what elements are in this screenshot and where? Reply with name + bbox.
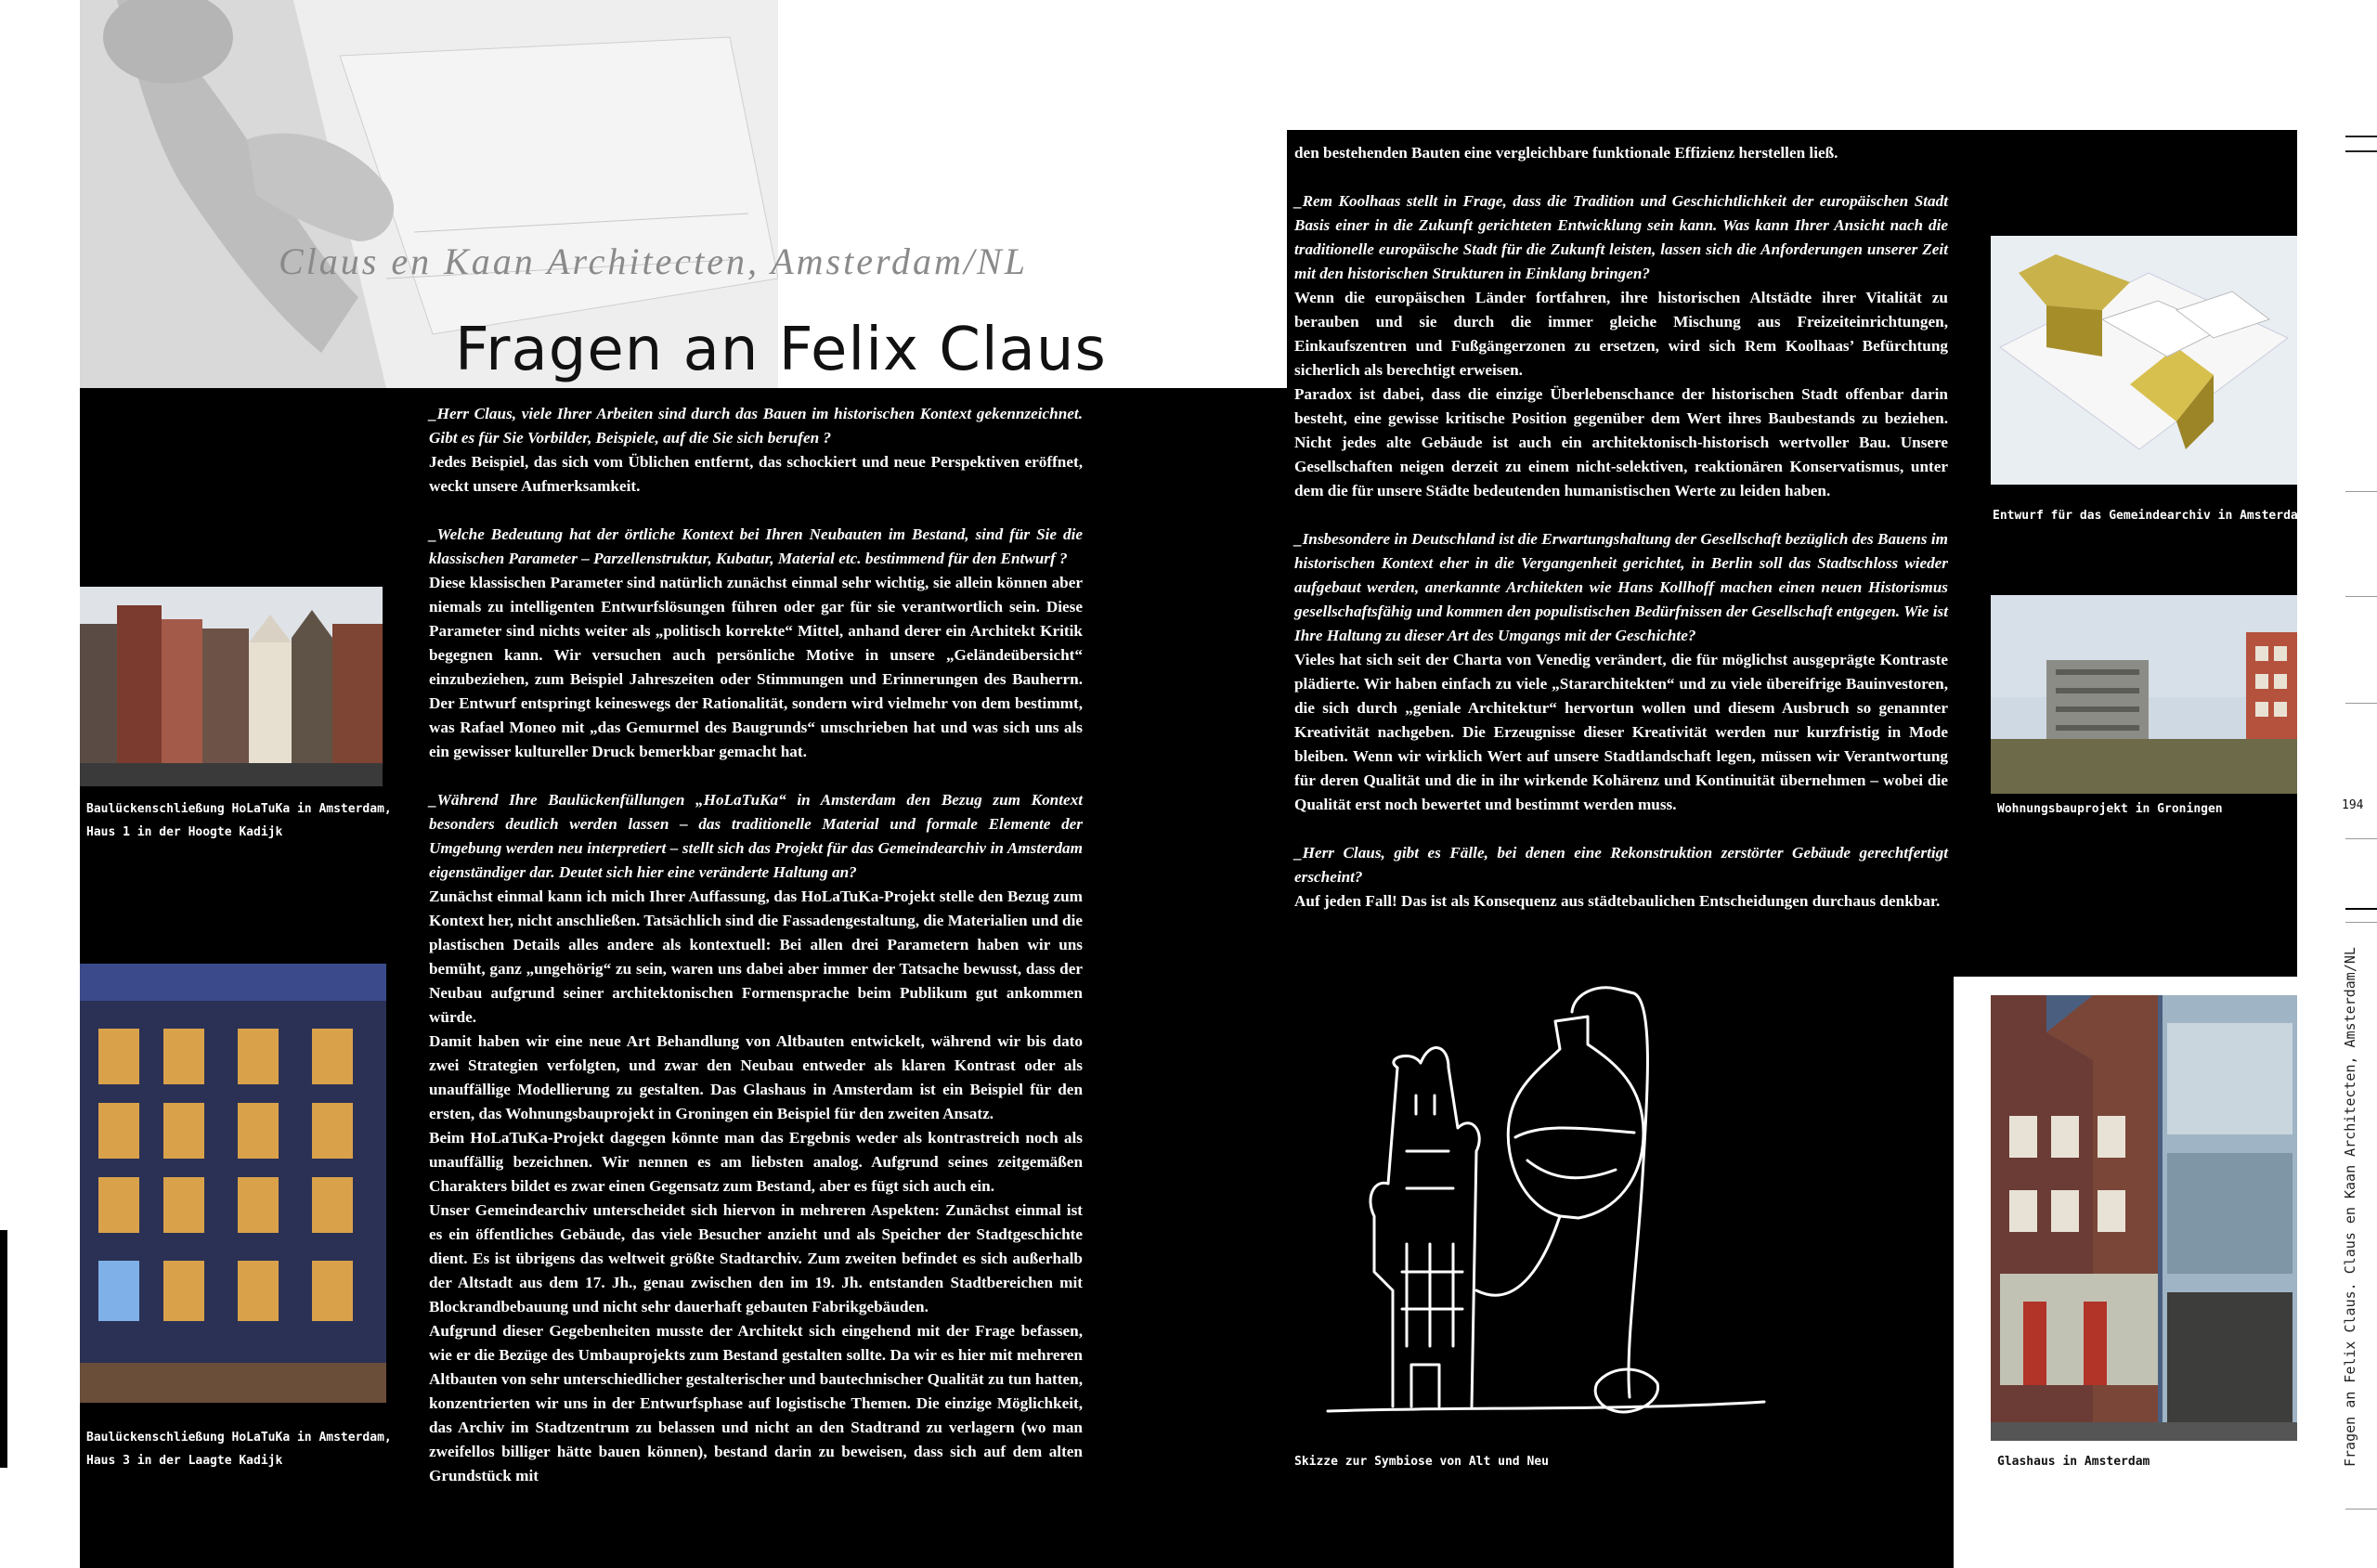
answer: Beim HoLaTuKa-Projekt dagegen könnte man das Ergebnis weder als kontrastreich noch als unauffällig bezeichnen. Wir nennen es am liebsten analog. Aufgrund seines zeitgemäßen Charakters bildet es zwar einen Gegensatz zum Bestand, aber es fügt sich auch ein. <box>429 1129 1083 1195</box>
answer: Aufgrund dieser Gegebenheiten musste der Architekt sich eingehend mit der Frage befassen, wie er die Bezüge des Umbauprojekts zum Bestand gestalten sollte. Da wir es hier mit mehreren Altbauten von sehr unterschiedlicher gestalterischer und bautechnischer Qualität zu tun hatten, konzentrierten wir uns in der Entwurfsphase auf logistische Themen. Die einzige Möglichkeit, das Archiv im Stadtzentrum zu belassen und nicht an den Stadtrand zu verlagern (wo man zweifellos billiger hätte bauen können), bestand darin zu beweisen, dass sich auf dem alten Grundstück mit <box>429 1322 1083 1484</box>
paragraph-gap <box>1294 165 1948 189</box>
answer: Auf jeden Fall! Das ist als Konsequenz aus städtebaulichen Entscheidungen durchaus denkbar. <box>1294 892 1941 910</box>
caption-holatuka3 <box>86 1426 402 1472</box>
question: _Insbesondere in Deutschland ist die Erwartungshaltung der Gesellschaft bezüglich des Bauens im historischen Kontext eher in die Vergangenheit gerichtet, in Berlin soll das Stadtschloss wieder aufgebaut werden, anerkannte Architekten wie Hans Kollhoff machen einen neuen Historismus gesellschaftsfähig und kommen den populistischen Bedürfnissen der Gesellschaft entgegen. Wie ist Ihre Haltung zu dieser Art des Umgangs mit der Geschichte? <box>1294 530 1948 644</box>
paragraph-gap <box>429 499 1083 523</box>
paragraph-gap <box>1294 503 1948 527</box>
caption-glashaus: Glashaus in Amsterdam <box>1997 1455 2150 1469</box>
answer: Jedes Beispiel, das sich vom Üblichen entfernt, das schockiert und neue Perspektiven eröffnet, weckt unsere Aufmerksamkeit. <box>429 453 1083 495</box>
left-text-column <box>429 402 1083 1488</box>
groningen-housing-photo <box>1991 595 2297 794</box>
paragraph-gap <box>429 764 1083 788</box>
margin-rule <box>2345 908 2377 910</box>
holatuka-haus3-photo <box>80 964 386 1403</box>
answer: Unser Gemeindearchiv unterscheidet sich hiervon in mehreren Aspekten: Zunächst einmal ist es ein öffentliches Gebäude, das viele Besucher anzieht und als Speicher der Stadtgeschichte dient. Es ist übrigens das weltweit größte Stadtarchiv. Zum zweiten befindet es sich außerhalb der Altstadt aus dem 17. Jh., genau zwischen den im 19. Jh. entstanden Stadtbereichen mit Blockrandbebauung und nicht sehr dauerhaft gebauten Fabrikgebäuden. <box>429 1201 1083 1315</box>
caption-line: Baulückenschließung HoLaTuKa in Amsterdam, <box>86 802 392 816</box>
margin-tick <box>2345 491 2377 492</box>
page-number: 194 <box>2342 798 2364 812</box>
office-subtitle: Claus en Kaan Architecten, Amsterdam/NL <box>279 240 1028 282</box>
caption-holatuka1 <box>86 797 402 844</box>
margin-rule <box>2345 150 2377 152</box>
caption-sketch: Skizze zur Symbiose von Alt und Neu <box>1294 1455 1549 1469</box>
holatuka-haus1-photo <box>80 587 383 786</box>
margin-tick <box>2345 703 2377 704</box>
caption-archiv: Entwurf für das Gemeindearchiv in Amsterdam <box>1993 509 2306 523</box>
question: _Herr Claus, viele Ihrer Arbeiten sind durch das Bauen im historischen Kontext gekennzeichnet. Gibt es für Sie Vorbilder, Beispiele, auf die Sie sich berufen ? <box>429 405 1083 447</box>
answer: den bestehenden Bauten eine vergleichbare funktionale Effizienz herstellen ließ. <box>1294 144 1838 162</box>
margin-tick <box>2345 596 2377 597</box>
question: _Welche Bedeutung hat der örtliche Kontext bei Ihren Neubauten im Bestand, sind für Sie die klassischen Parameter – Parzellenstruktur, Kubatur, Material etc. bestimmend für den Entwurf ? <box>429 525 1083 567</box>
left-edge-marker <box>0 1230 7 1468</box>
answer: Vieles hat sich seit der Charta von Venedig verändert, die für möglichst ausgeprägte Kontraste plädierte. Wir haben einfach zu viele „Stararchitekten“ und zu viele übereifrige Bauinvestoren, die sich durch „geniale Architektur“ hervortun wollen und diesem Ausbruch so genannter Kreativität nachgeben. Die Erzeugnisse dieser Kreativität werden nur kurzfristig in Mode bleiben. Wenn wir wirklich Wert auf unsere Stadtlandschaft legen, müssen wir Verantwortung für deren Qualität und die in ihr wirkende Kohärenz und Kontinuität übernehmen – wobei die Qualität erst noch bewertet und bestimmt werden muss. <box>1294 651 1948 813</box>
running-title: Fragen an Felix Claus. Claus en Kaan Architecten, Amsterdam/NL <box>2342 947 2358 1467</box>
question: _Rem Koolhaas stellt in Frage, dass die Tradition und Geschichtlichkeit der europäischen Stadt Basis einer in die Zukunft gerichteten Entwicklung sein kann. Was kann Ihrer Ansicht nach die traditionelle europäische Stadt für die Zukunft leisten, lassen sich die Anforderungen unserer Zeit mit den historischen Strukturen in Einklang bringen? <box>1294 192 1948 282</box>
question: _Herr Claus, gibt es Fälle, bei denen eine Rekonstruktion zerstörter Gebäude gerechtfertigt erscheint? <box>1294 844 1948 886</box>
margin-rule <box>2345 136 2377 137</box>
question: _Während Ihre Baulückenfüllungen „HoLaTuKa“ in Amsterdam den Bezug zum Kontext besonders deutlich werden lassen – das traditionelle Material und formale Elemente der Umgebung werden neu interpretiert – stellt sich das Projekt für das Gemeindearchiv in Amsterdam eigenständiger dar. Deutet sich hier eine veränderte Haltung an? <box>429 791 1083 881</box>
page-title: Fragen an Felix Claus <box>455 316 1107 384</box>
answer: Wenn die europäischen Länder fortfahren, ihre historischen Altstädte ihrer Vitalität zu berauben und sie durch die immer gleiche Mischung aus Freizeiteinrichtungen, Einkaufszentren und Fußgängerzonen zu ersetzen, wird sich Rem Koolhaas’ Befürchtung sicherlich als berechtigt erweisen. <box>1294 289 1948 379</box>
answer: Damit haben wir eine neue Art Behandlung von Altbauten entwickelt, während wir bis dato zwei Strategien verfolgten, und zwar den Neubau entweder als klaren Kontrast oder als unauffällige Modellierung zu gestalten. Das Glashaus in Amsterdam ist ein Beispiel für den ersten, das Wohnungsbauprojekt in Groningen ein Beispiel für den zweiten Ansatz. <box>429 1032 1083 1122</box>
margin-tick <box>2345 1509 2377 1510</box>
caption-line: Haus 1 in der Hoogte Kadijk <box>86 825 283 839</box>
margin-tick <box>2345 922 2377 923</box>
caption-line: Baulückenschließung HoLaTuKa in Amsterdam, <box>86 1431 392 1445</box>
margin-tick <box>2345 838 2377 839</box>
answer: Diese klassischen Parameter sind natürlich zunächst einmal sehr wichtig, sie allein können aber niemals zu intelligenten Entwurfslösungen führen oder gar für sie verantwortlich sein. Diese Parameter sind nichts weiter als „politisch korrekte“ Mittel, anhand derer ein Architekt Kritik begegnen kann. Wir versuchen auch persönliche Motive in unsere „Geländeübersicht“ einzubeziehen, zum Beispiel Jahreszeiten oder Stimmungen und Erinnerungen des Bauherrn. Der Entwurf entspringt keineswegs der Rationalität, sondern wird vielmehr von dem bestimmt, was Rafael Moneo mit „das Gemurmel des Baugrunds“ umschrieben hat und was sich uns als ein gewisser kultureller Druck bemerkbar gemacht hat. <box>429 574 1083 760</box>
caption-line: Haus 3 in der Laagte Kadijk <box>86 1454 283 1468</box>
answer: Paradox ist dabei, dass die einzige Überlebenschance der historischen Stadt offenbar darin besteht, eine gewisse kritische Position gegenüber dem Wert ihres Baubestands zu beziehen. Nicht jedes alte Gebäude ist auch ein architektonisch-historisch wertvoller Bau. Unsere Gesellschaften neigen derzeit zu einem nicht-selektiven, reaktionären Konservatismus, unter dem die für unsere Städte bedeutenden humanistischen Werte zu leiden haben. <box>1294 385 1948 499</box>
gemeindearchiv-model-image <box>1991 236 2297 485</box>
symbiosis-sketch <box>1309 975 1773 1458</box>
caption-groningen: Wohnungsbauprojekt in Groningen <box>1997 802 2223 816</box>
right-text-column <box>1294 141 1948 914</box>
glashaus-photo <box>1991 995 2297 1441</box>
paragraph-gap <box>1294 817 1948 841</box>
answer: Zunächst einmal kann ich mich Ihrer Auffassung, das HoLaTuKa-Projekt stelle den Bezug zum Kontext her, nicht anschließen. Tatsächlich sind die Fassadengestaltung, die Materialien und die plastischen Details alles andere als kontextuell: Bei allen drei Parametern haben wir uns bemüht, ganz „ungehörig“ zu sein, waren uns dabei aber immer der Tatsache bewusst, dass der Neubau aufgrund seiner architektonischen Formensprache beim Publikum gut ankommen würde. <box>429 888 1083 1026</box>
